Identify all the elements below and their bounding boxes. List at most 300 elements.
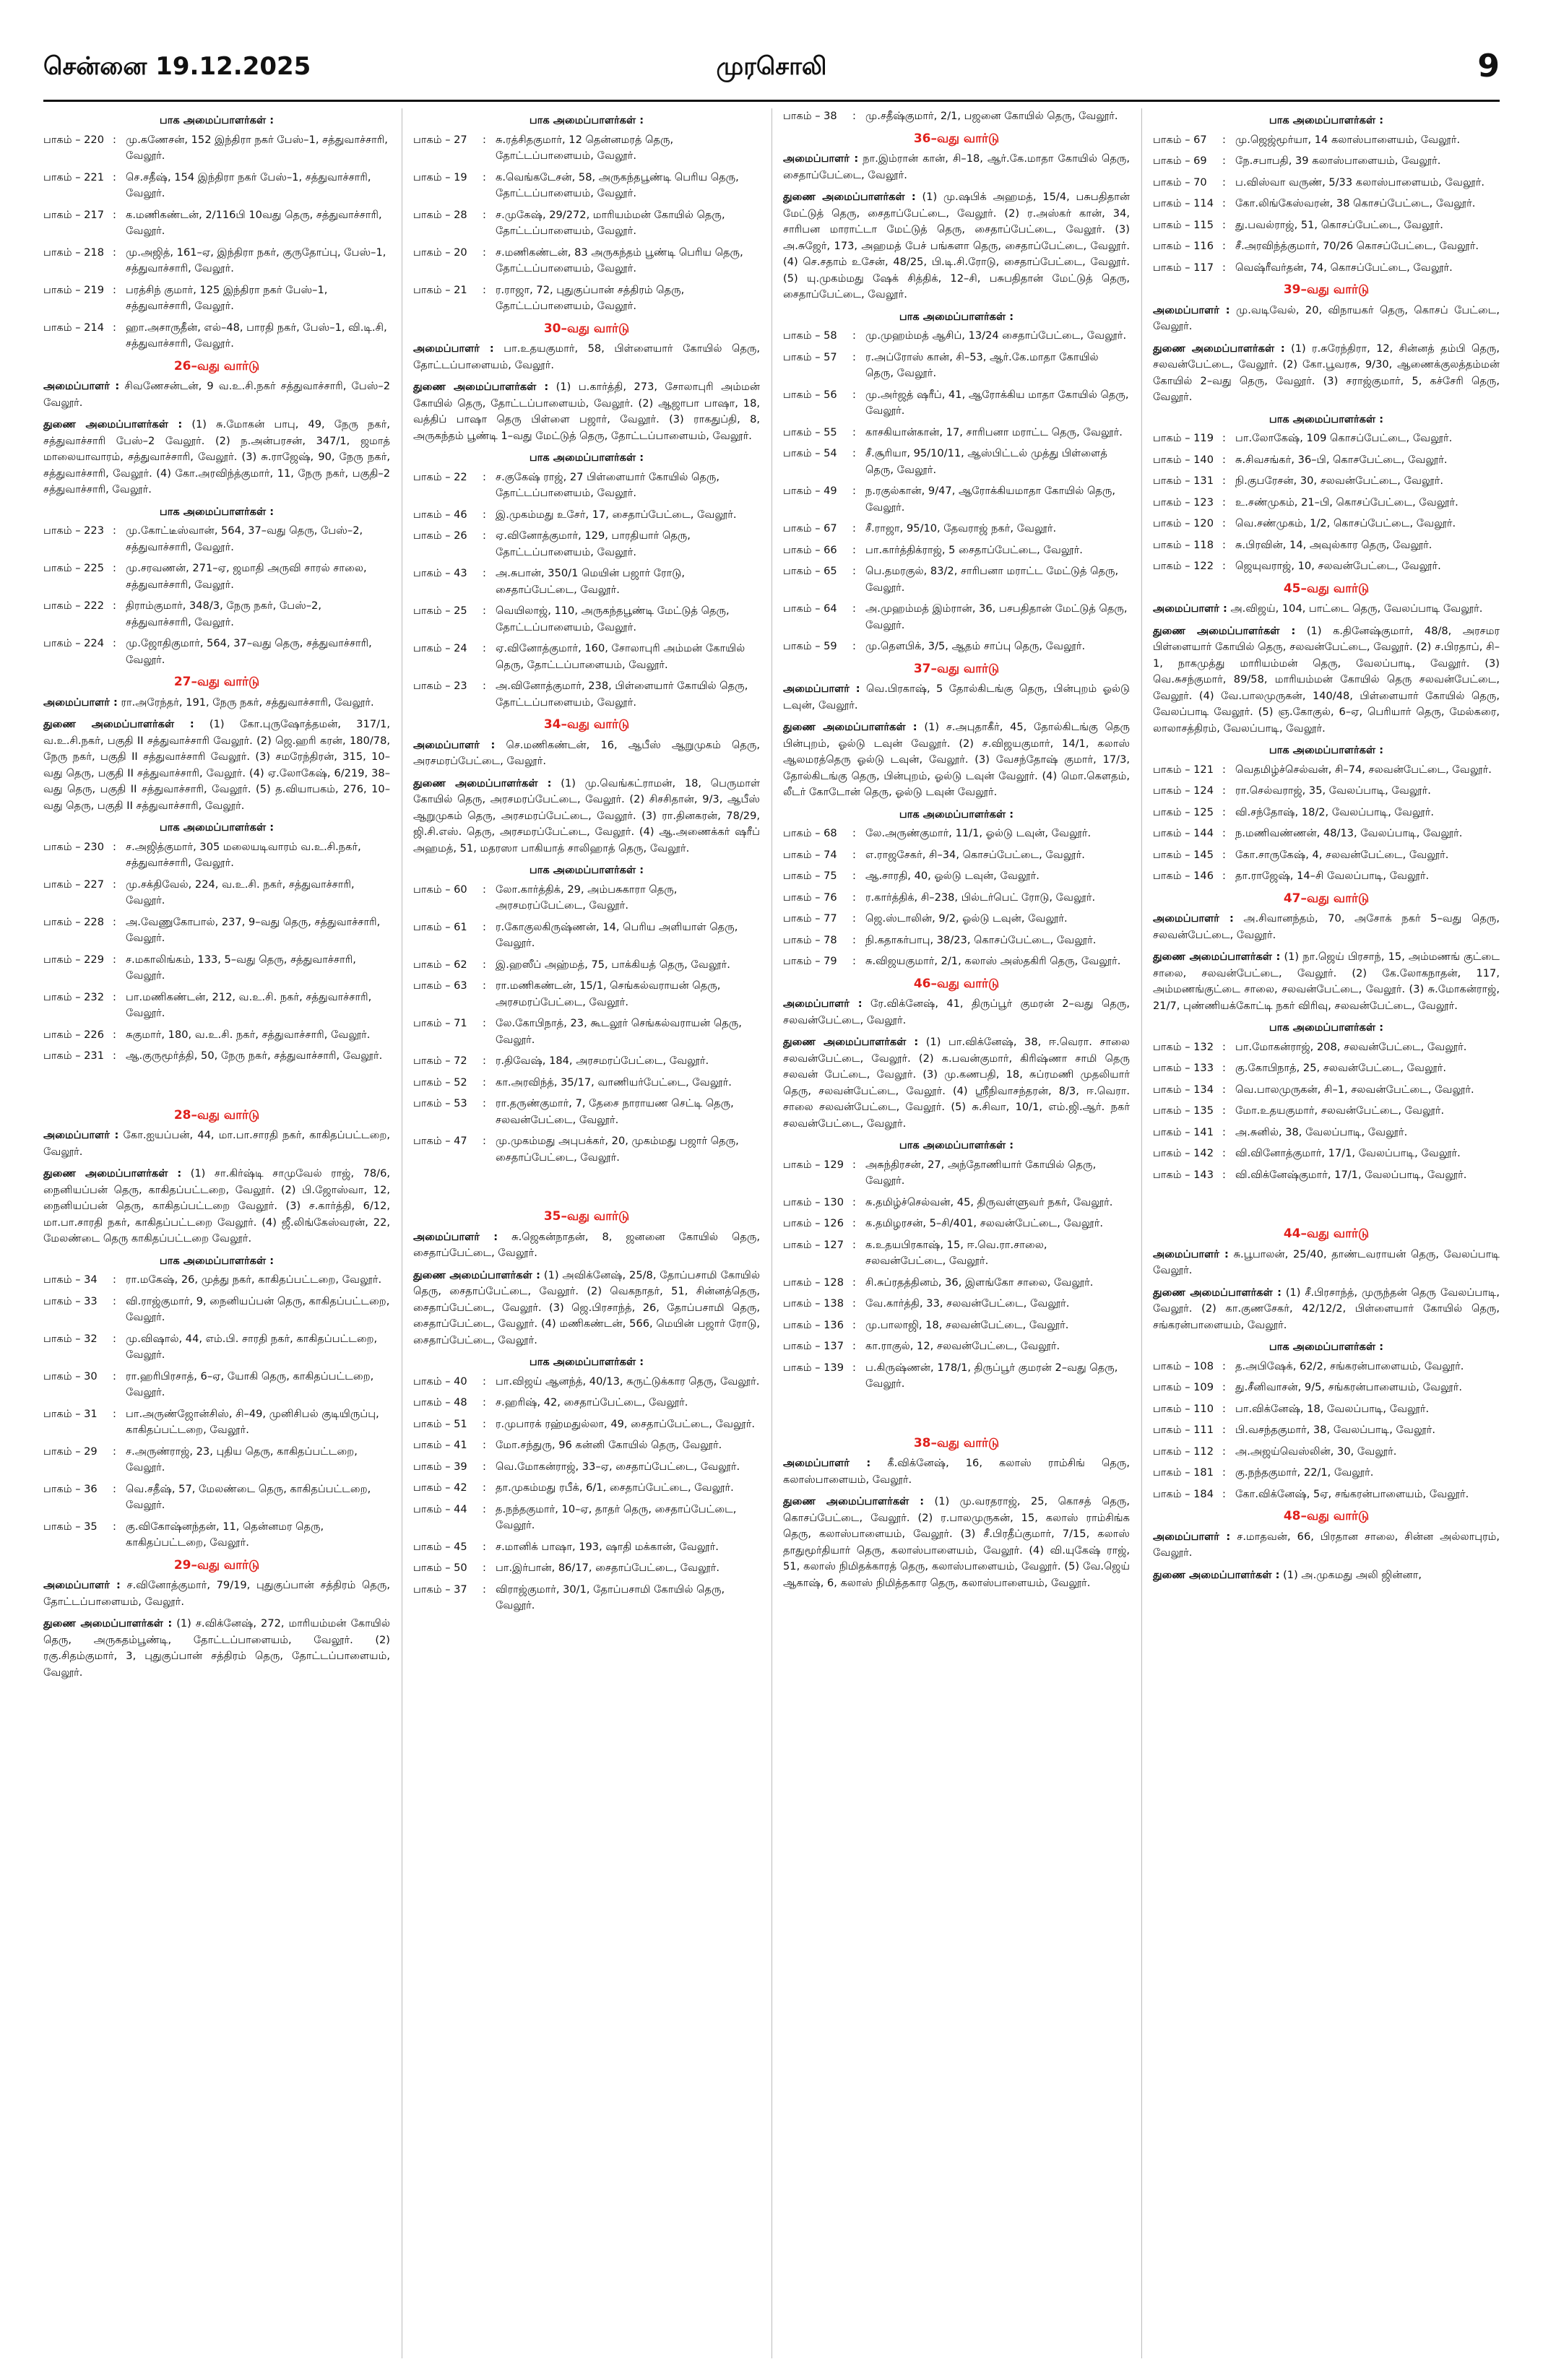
booth-organizer-details: வெ.சண்முகம், 1/2, கொசப்பேட்டை, வேலூர். — [1235, 517, 1456, 529]
booth-entry — [1153, 495, 1500, 511]
separator-colon: : — [1222, 1125, 1226, 1138]
section-subheading: பாக அமைப்பாளர்கள் : — [529, 451, 644, 464]
booth-organizer-details: பா.இர்பான், 86/17, சைதாப்பேட்டை, வேலூர். — [496, 1562, 720, 1574]
booth-organizer-details: ச.மானிக் பாஷா, 193, ஷாதி மக்கான், வேலூர். — [496, 1540, 719, 1553]
spacer — [43, 1070, 390, 1102]
booth-entry — [1153, 805, 1500, 821]
separator-colon: : — [113, 562, 116, 574]
booth-organizer-details: மு.சரவணன், 271–ஏ, ஜமாதி அருவி சாரல் சாலை, சத்துவாச்சாரி, வேலூர். — [126, 562, 367, 591]
booth-entry — [1153, 217, 1500, 234]
booth-number: பாகம் – 181 — [1153, 1466, 1214, 1479]
deputy-label: துணை அமைப்பாளர்கள் : — [413, 381, 549, 393]
separator-colon: : — [1222, 805, 1226, 818]
deputy-text: (1) க.தினேஷ்குமார், 48/8, அரசமர பிள்ளையார் கோயில் தெரு, சலவன்பேட்டை, வேலூர். (2) ச.பிரதாப், சி–1, நாகமுத்து மாரியம்மன் தெரு, வேலப்பாடி, வேலூர். (3) வெ.சுசந்குமார், 89/58, மாரியம்மன் கோயில் தெரு சலவன்பேட்டை, வேலூர். (4) வே.பாலமுருகன், 140/48, பிள்ளையார் கோயில் தெரு, வேலப்பாடி வேலூர். (5) ஞ.கோகுல், 6–ஏ, பெரியார் தெரு, மேல்கரை, லாலாசத்திரம், வேலப்பாடி, வேலூர். — [1153, 624, 1500, 735]
booth-entry — [1153, 1359, 1500, 1375]
booth-entry — [413, 641, 760, 673]
booth-entry — [413, 957, 760, 974]
column-2 — [413, 108, 760, 2358]
booth-organizer-details: அசுந்திரசன், 27, அந்தோணியார் கோயில் தெரு, வேலூர். — [865, 1158, 1097, 1187]
booth-organizer-details: த.அபிஷேக், 62/2, சங்கரன்பாளையம், வேலூர். — [1235, 1359, 1464, 1372]
organizer-para — [1153, 1529, 1500, 1562]
deputy-text: (1) பா.விக்னேஷ், 38, ஈ.வெரா. சாலை சலவன்பேட்டை, வேலூர். (2) க.பவன்குமார், கிரிஷ்ணா சாமி தெரு சலவன் பேட்டை, வேலூர். (3) மு.கணபதி, 18, சுப்ரமணி முதலியார் தெரு, சலவன்பேட்டை, வேலூர். (4) ஸ்ரீநிவாசந்தரன், 8/3, ஈ.வெரா. சாலை சலவன்பேட்டை, வேலூர். (5) சு.சிவா, 10/1, எம்.ஜி.ஆர். நகர் சலவன்பேட்டை, வேலூர். — [783, 1036, 1130, 1130]
deputy-label: துணை அமைப்பாளர்கள் : — [783, 721, 917, 733]
organizer-para — [783, 151, 1130, 183]
separator-colon: : — [113, 637, 116, 649]
booth-entry — [413, 1560, 760, 1577]
separator-colon: : — [852, 1195, 856, 1208]
booth-organizer-details: ர.முபாரக் ரஹ்மதுல்லா, 49, சைதாப்பேட்டை, வேலூர். — [496, 1417, 756, 1430]
booth-organizer-details: து.சீனிவாசன், 9/5, சங்கரன்பாளையம், வேலூர். — [1235, 1381, 1463, 1393]
separator-colon: : — [1222, 496, 1226, 509]
booth-organizer-details: ச.மணிகண்டன், 83 அருகந்தம் பூண்டி பெரிய தெரு, தோட்டப்பாளையம், வேலூர். — [496, 246, 743, 274]
separator-colon: : — [483, 1417, 486, 1430]
separator-colon: : — [483, 920, 486, 933]
booth-organizer-details: லே.அருண்குமார், 11/1, ஓல்டு டவுன், வேலூர். — [865, 827, 1092, 839]
booth-number: பாகம் – 62 — [413, 958, 467, 971]
deputy-organizers-para — [1153, 949, 1500, 1014]
booth-organizer-details: சு.சிவசங்கர், 36–பி, கொசபேட்டை, வேலூர். — [1235, 453, 1448, 466]
booth-entry — [413, 1539, 760, 1556]
booth-number: பாகம் – 117 — [1153, 261, 1214, 274]
separator-colon: : — [1222, 155, 1226, 167]
booth-organizer-details: ஜெ.ஸ்டாலின், 9/2, ஓல்டு டவுன், வேலூர். — [865, 912, 1068, 925]
separator-colon: : — [852, 1238, 856, 1251]
booth-entry — [1153, 1380, 1500, 1396]
organizer-label: அமைப்பாளர் : — [783, 1457, 871, 1469]
organizer-text: பா.உதயகுமார், 58, பிள்ளையார் கோயில் தெரு, தோட்டப்பாளையம், வேலூர். — [413, 342, 760, 371]
ward-heading: 27–வது வார்டு — [173, 675, 260, 689]
booth-organizer-details: வி.வினோத்குமார், 17/1, வேலப்பாடி, வேலூர். — [1235, 1147, 1461, 1159]
booth-organizer-details: மு.சதீஷ்குமார், 2/1, பஜனை கோயில் தெரு, வேலூர். — [865, 110, 1118, 122]
booth-number: பாகம் – 38 — [783, 110, 837, 122]
deputy-text: (1) ச.அபுதாகீர், 45, தோல்கிடங்கு தெரு பின்புறம், ஓல்டு டவுன் வேலூர். (2) ச.விஜயகுமார், 14/1, கலாஸ் ஆலமரத்தெரு ஓல்டு டவுன், வேலூர். (3) வேசந்தோஷ் குமார், 17/3, தோல்கிடங்கு தெரு, பின்புறம், ஓல்டு டவுன் வேலூர். (4) மொ.கௌதம், லீடர் கோடோன் தெரு, ஓல்டு டவுன் வேலூர். — [783, 721, 1130, 798]
separator-colon: : — [113, 953, 116, 966]
booth-entry — [43, 1369, 390, 1401]
booth-organizer-details: ர.அப்ரோஸ் கான், சி–53, ஆர்.கே.மாதா கோயில் தெரு, வேலூர். — [865, 350, 1099, 379]
booth-number: பாகம் – 119 — [1153, 432, 1214, 444]
organizer-text: ச.வினோத்குமார், 79/19, புதுகுப்பான் சத்திரம் தெரு, தோட்டப்பாளையம், வேலூர். — [43, 1579, 390, 1608]
booth-entry — [783, 1360, 1130, 1393]
booth-entry — [43, 1406, 390, 1439]
booth-organizer-details: அ.வினோத்குமார், 238, பிள்ளையார் கோயில் தெரு, தோட்டப்பாளையம், வேலூர். — [496, 680, 748, 709]
separator-colon: : — [1222, 1402, 1226, 1415]
booth-organizer-details: அ.வேணுகோபால், 237, 9–வது தெரு, சத்துவாச்சாரி, வேலூர். — [126, 915, 381, 944]
booth-number: பாகம் – 125 — [1153, 805, 1214, 818]
separator-colon: : — [852, 1361, 856, 1374]
separator-colon: : — [483, 605, 486, 617]
deputy-label: துணை அமைப்பாளர்கள் : — [413, 776, 552, 789]
booth-number: பாகம் – 26 — [413, 529, 467, 542]
separator-colon: : — [852, 912, 856, 925]
booth-number: பாகம் – 30 — [43, 1369, 98, 1382]
booth-number: பாகம் – 79 — [783, 955, 837, 967]
booth-organizer-details: கோ.விக்னேஷ், 5ஏ, சங்கரன்பாளையம், வேலூர். — [1235, 1487, 1469, 1500]
section-subheading: பாக அமைப்பாளர்கள் : — [1268, 114, 1384, 126]
booth-entry — [413, 1016, 760, 1048]
deputy-organizers-para — [43, 717, 390, 814]
booth-number: பாகம் – 55 — [783, 425, 837, 438]
deputy-text: (1) ச.விக்னேஷ், 272, மாரியம்மன் கோயில் தெரு, அருகதம்பூண்டி, தோட்டப்பாளையம், வேலூர். (2) ரகு.சிதம்குமார், 3, புதுகுப்பான் சத்திரம் தெரு, தோட்டப்பாளையம், வேலூர். — [43, 1617, 390, 1679]
separator-colon: : — [852, 350, 856, 363]
booth-list — [783, 328, 1130, 655]
ward-heading: 29–வது வார்டு — [173, 1557, 260, 1572]
deputy-organizers-para — [43, 1166, 390, 1247]
separator-colon: : — [852, 1217, 856, 1229]
separator-colon: : — [483, 1396, 486, 1408]
separator-colon: : — [852, 522, 856, 535]
booth-organizer-details: ர.கார்த்திக், சி–238, பில்டர்பெட் ரோடு, வேலூர். — [865, 891, 1096, 904]
booth-number: பாகம் – 145 — [1153, 848, 1214, 861]
booth-number: பாகம் – 140 — [1153, 453, 1214, 466]
booth-number: பாகம் – 232 — [43, 990, 104, 1003]
booth-organizer-details: அ.முஹம்மத் இம்ரான், 36, பசபதிதான் மேட்டுத் தெரு, வேலூர். — [865, 602, 1128, 631]
separator-colon: : — [483, 883, 486, 896]
booth-organizer-details: ஜெயுவராஜ், 10, சலவன்பேட்டை, வேலூர். — [1235, 560, 1441, 572]
separator-colon: : — [483, 170, 486, 183]
booth-number: பாகம் – 123 — [1153, 496, 1214, 509]
separator-colon: : — [1222, 870, 1226, 882]
booth-number: பாகம் – 56 — [783, 388, 837, 401]
booth-organizer-details: மு.ஜோதிகுமார், 564, 37–வது தெரு, சத்துவாச்சாரி, வேலூர். — [126, 637, 372, 666]
booth-organizer-details: வெஷ்ரீவர்தன், 74, கொசப்பேட்டை, வேலூர். — [1235, 261, 1453, 274]
booth-entry — [43, 170, 390, 202]
booth-number: பாகம் – 229 — [43, 953, 104, 966]
booth-entry — [783, 1317, 1130, 1334]
booth-entry — [783, 868, 1130, 885]
booth-entry — [1153, 516, 1500, 532]
booth-entry — [43, 952, 390, 985]
organizer-text: அ.விஜய், 104, பாட்டை தெரு, வேலப்பாடி வேலூர். — [1230, 602, 1483, 615]
separator-colon: : — [1222, 763, 1226, 776]
separator-colon: : — [1222, 1424, 1226, 1436]
deputy-label: துணை அமைப்பாளர்கள் : — [783, 1036, 919, 1048]
booth-number: பாகம் – 45 — [413, 1540, 467, 1553]
booth-number: பாகம் – 20 — [413, 246, 467, 259]
separator-colon: : — [1222, 197, 1226, 209]
booth-organizer-details: கோ.சாருகேஷ், 4, சலவன்பேட்டை, வேலூர். — [1235, 848, 1449, 861]
organizer-para — [1153, 1247, 1500, 1279]
booth-number: பாகம் – 77 — [783, 912, 837, 925]
booth-list — [43, 839, 390, 1065]
booth-entry — [43, 1048, 390, 1065]
booth-organizer-details: பா.விக்னேஷ், 18, வேலப்பாடி, வேலூர். — [1235, 1402, 1430, 1415]
booth-entry — [1153, 1125, 1500, 1141]
booth-organizer-details: பி.வசந்தகுமார், 38, வேலப்பாடி, வேலூர். — [1235, 1424, 1435, 1436]
booth-entry — [413, 528, 760, 561]
separator-colon: : — [483, 1439, 486, 1451]
booth-entry — [43, 320, 390, 352]
booth-organizer-details: பா.கார்த்திக்ராஜ், 5 சைதாப்பேட்டை, வேலூர். — [865, 543, 1083, 556]
booth-entry — [783, 1195, 1130, 1211]
separator-colon: : — [1222, 848, 1226, 861]
organizer-label: அமைப்பாளர் : — [1153, 912, 1234, 925]
organizer-label: அமைப்பாளர் : — [43, 1129, 119, 1141]
booth-entry — [1153, 1422, 1500, 1439]
booth-number: பாகம் – 49 — [783, 485, 837, 497]
section-subheading: பாக அமைப்பாளர்கள் : — [159, 505, 275, 518]
booth-number: பாகம் – 21 — [413, 283, 467, 296]
booth-number: பாகம் – 54 — [783, 447, 837, 459]
booth-organizer-details: ப.விஸ்வா வருண், 5/33 கலாஸ்பாளையம், வேலூர். — [1235, 176, 1484, 189]
booth-entry — [783, 932, 1130, 949]
booth-entry — [1153, 260, 1500, 277]
booth-entry — [783, 542, 1130, 559]
deputy-text: (1) சு.மோகன் பாபு, 49, நேரு நகர், சத்துவாச்சாரி பேஸ்–2 வேலூர். (2) ந.அன்பரசன், 347/1, ஜமாத் மாலையாவாரம், சத்துவாச்சாரி, வேலூர். (3) சு.ராஜேஷ், 90, நேரு நகர், சத்துவாச்சாரி, வேலூர். (4) கோ.அரவிந்த்குமார், 11, நேரு நகர், பகுதி–2 சத்துவாச்சாரி, வேலூர். — [43, 418, 390, 496]
separator-colon: : — [483, 283, 486, 296]
deputy-text: (1) மு.ஷபிக் அஹமத், 15/4, பசுபதிதான் மேட்டுத் தெரு, சைதாப்பேட்டை, வேலூர். (2) ர.அஸ்கர் கான், 34, சாரிபன மாராட்டா மேட்டுத் தெரு, சைதாப்பேட்டை, வேலூர். (3) அ.சுஜேர், 173, அஹமத் பேச் பங்களா தெரு, சைதாப்பேட்டை, வேலூர். (4) செ.சதாம் உசேன், 48/25, பி.டி.சி.ரோடு, சைதாப்பேட்டை, வேலூர். (5) யு.முகம்மது ஷேக் சித்திக், 12–சி, பசுபதிதான் மேட்டுத் தெரு, சைதாப்பேட்டை, வேலூர். — [783, 191, 1130, 300]
separator-colon: : — [483, 1055, 486, 1067]
separator-colon: : — [483, 208, 486, 221]
booth-number: பாகம் – 137 — [783, 1340, 844, 1352]
booth-organizer-details: ந.ரகுல்கான், 9/47, ஆரோக்கியமாதா கோயில் தெரு, வேலூர். — [865, 485, 1115, 514]
booth-number: பாகம் – 35 — [43, 1520, 98, 1533]
booth-organizer-details: இ.முகம்மது உசேர், 17, சைதாப்பேட்டை, வேலூர். — [496, 508, 737, 521]
booth-organizer-details: ஏ.வினோத்குமார், 160, சோலாபுரி அம்மன் கோயில் தெரு, தோட்டப்பாளையம், வேலூர். — [496, 642, 745, 671]
booth-number: பாகம் – 58 — [783, 329, 837, 342]
deputy-organizers-para — [783, 719, 1130, 801]
separator-colon: : — [1222, 1062, 1226, 1074]
separator-colon: : — [1222, 133, 1226, 146]
separator-colon: : — [113, 283, 116, 296]
booth-entry — [43, 914, 390, 947]
deputy-label: துணை அமைப்பாளர்கள் : — [783, 1495, 925, 1507]
booth-entry — [43, 1519, 390, 1552]
booth-organizer-details: அ.சுனில், 38, வேலப்பாடி, வேலூர். — [1235, 1125, 1408, 1138]
booth-organizer-details: ர.ராஜா, 72, புதுகுப்பான் சத்திரம் தெரு, தோட்டப்பாளையம், வேலூர். — [496, 283, 685, 312]
separator-colon: : — [852, 1158, 856, 1171]
booth-number: பாகம் – 116 — [1153, 240, 1214, 252]
booth-number: பாகம் – 50 — [413, 1562, 467, 1574]
booth-number: பாகம் – 76 — [783, 891, 837, 904]
separator-colon: : — [1222, 240, 1226, 252]
booth-organizer-details: மு.தௌபிக், 3/5, ஆதம் சாப்பு தெரு, வேலூர். — [865, 640, 1086, 652]
booth-organizer-details: வெதமிழ்ச்செல்வன், சி–74, சலவன்பேட்டை, வேலூர். — [1235, 763, 1492, 776]
organizer-text: ச.மாதவன், 66, பிரதான சாலை, சின்ன அல்லாபுரம், வேலூர். — [1153, 1530, 1500, 1559]
booth-number: பாகம் – 231 — [43, 1050, 104, 1062]
booth-organizer-details: கோ.லிங்கேஸ்வரன், 38 கொசப்பேட்டை, வேலூர். — [1235, 197, 1476, 209]
booth-entry — [413, 1096, 760, 1128]
booth-entry — [43, 1481, 390, 1514]
organizer-label: அமைப்பாளர் : — [783, 998, 863, 1010]
separator-colon: : — [113, 208, 116, 221]
booth-organizer-details: ச.முகேஷ், 29/272, மாரியம்மன் கோயில் தெரு, தோட்டப்பாளையம், வேலூர். — [496, 208, 725, 237]
separator-colon: : — [1222, 560, 1226, 572]
separator-colon: : — [1222, 517, 1226, 529]
deputy-label: துணை அமைப்பாளர்கள் : — [43, 718, 194, 730]
booth-number: பாகம் – 60 — [413, 883, 467, 896]
deputy-organizers-para — [413, 1268, 760, 1349]
booth-list — [783, 1157, 1130, 1393]
booth-organizer-details: மு.கணேசன், 152 இந்திரா நகர் பேஸ்–1, சத்துவாச்சாரி, வேலூர். — [126, 133, 388, 162]
booth-entry — [783, 826, 1130, 842]
booth-entry — [413, 1480, 760, 1497]
column-1 — [43, 108, 390, 2358]
booth-organizer-details: அ.அஜய்வெஸ்லின், 30, வேலூர். — [1235, 1445, 1397, 1458]
organizer-para — [413, 737, 760, 770]
deputy-text: (1) சா.கிர்ஷ்டி சாமுவேல் ராஜ், 78/6, நைனியப்பன் தெரு, காகிதப்பட்டறை, வேலூர். (2) பி.ஜோஸ்வா, 12, நைனியப்பன் தெரு, காகிதப்பட்டறை வேலூர். (3) ச.கார்த்தி, 6/12, மா.பா.சாரதி நகர், காகிதப்பட்டறை வேலூர். (4) ஜீ.லிங்கேஸ்வரன், 22, மேலண்டை தெரு காகிதப்பட்டறை வேலூர். — [43, 1167, 390, 1245]
booth-entry — [783, 108, 1130, 125]
booth-entry — [1153, 1167, 1500, 1184]
booth-number: பாகம் – 65 — [783, 565, 837, 577]
separator-colon: : — [852, 447, 856, 459]
separator-colon: : — [483, 133, 486, 146]
booth-entry — [1153, 153, 1500, 170]
booth-entry — [783, 1237, 1130, 1270]
booth-entry — [783, 521, 1130, 537]
booth-number: பாகம் – 71 — [413, 1017, 467, 1029]
booth-entry — [1153, 762, 1500, 779]
deputy-label: துணை அமைப்பாளர்கள் : — [1153, 1286, 1281, 1299]
booth-organizer-details: சு.தமிழ்ச்செல்வன், 45, திருவள்ளுவர் நகர், வேலூர். — [865, 1195, 1113, 1208]
booth-entry — [1153, 1082, 1500, 1099]
booth-organizer-details: மு.அர்ஜத் ஷரீப், 41, ஆரோக்கிய மாதா கோயில் தெரு, வேலூர். — [865, 388, 1129, 417]
booth-number: பாகம் – 221 — [43, 170, 104, 183]
booth-entry — [413, 1374, 760, 1390]
separator-colon: : — [1222, 453, 1226, 466]
ward-heading: 45–வது வார்டு — [1283, 581, 1370, 596]
booth-entry — [783, 890, 1130, 906]
section-subheading: பாக அமைப்பாளர்கள் : — [899, 1139, 1014, 1151]
booth-organizer-details: எ.ராஜசேகர், சி–34, கொசப்பேட்டை, வேலூர். — [865, 848, 1085, 861]
separator-colon: : — [1222, 218, 1226, 231]
separator-colon: : — [1222, 784, 1226, 797]
booth-organizer-details: பா.அருண்ஜோன்சிஸ், சி–49, முனிசிபல் குடியிருப்பு, காகிதப்பட்டறை, வேலூர். — [126, 1407, 379, 1436]
organizer-para — [1153, 303, 1500, 335]
booth-number: பாகம் – 29 — [43, 1445, 98, 1458]
organizer-para — [783, 1455, 1130, 1488]
section-subheading: பாக அமைப்பாளர்கள் : — [1268, 1341, 1384, 1353]
booth-number: பாகம் – 110 — [1153, 1402, 1214, 1415]
booth-number: பாகம் – 27 — [413, 133, 467, 146]
booth-entry — [1153, 783, 1500, 800]
deputy-organizers-para — [783, 189, 1130, 303]
booth-entry — [1153, 826, 1500, 842]
booth-number: பாகம் – 32 — [43, 1332, 98, 1345]
booth-number: பாகம் – 124 — [1153, 784, 1214, 797]
booth-number: பாகம் – 230 — [43, 840, 104, 853]
section-subheading: பாக அமைப்பாளர்கள் : — [159, 821, 275, 834]
booth-entry — [1153, 132, 1500, 149]
booth-entry — [413, 566, 760, 598]
spacer — [1153, 1188, 1500, 1220]
separator-colon: : — [483, 1097, 486, 1109]
section-subheading: பாக அமைப்பாளர்கள் : — [899, 310, 1014, 323]
booth-organizer-details: மு.கோட்டீஸ்வான், 564, 37–வது தெரு, பேஸ்–2, சத்துவாச்சாரி, வேலூர். — [126, 524, 363, 553]
section-subheading: பாக அமைப்பாளர்கள் : — [159, 114, 275, 126]
deputy-text: (1) ப.கார்த்தி, 273, சோலாபுரி அம்மன் கோயில் தெரு, தோட்டப்பாளையம், வேலூர். (2) ஆஜாபா பாஷா, 18, வத்திப் பாஷா தெரு பிள்ளை பஜார், வேலூர். (3) ராகதுப்தி, 8, அருகந்தம் பூண்டி 1–வது மேட்டுத் தெரு, தோட்டப்பாளையம், வேலூர். — [413, 381, 760, 442]
organizer-para — [1153, 911, 1500, 943]
organizer-text: சு.ஜெகன்நாதன், 8, ஜனனை கோயில் தெரு, சைதாப்பேட்டை, வேலூர். — [413, 1230, 760, 1259]
booth-entry — [1153, 1060, 1500, 1077]
section-subheading: பாக அமைப்பாளர்கள் : — [899, 808, 1014, 821]
booth-number: பாகம் – 111 — [1153, 1424, 1214, 1436]
booth-organizer-details: சு.ரத்சிதகுமார், 12 தென்னமரத் தெரு, தோட்டப்பாளையம், வேலூர். — [496, 133, 674, 162]
column-3 — [783, 108, 1130, 2358]
booth-entry — [783, 350, 1130, 382]
section-subheading: பாக அமைப்பாளர்கள் : — [1268, 1021, 1384, 1034]
booth-number: பாகம் – 126 — [783, 1217, 844, 1229]
section-subheading: பாக அமைப்பாளர்கள் : — [159, 1254, 275, 1267]
booth-entry — [413, 1582, 760, 1614]
booth-entry — [43, 839, 390, 872]
booth-number: பாகம் – 118 — [1153, 538, 1214, 551]
separator-colon: : — [113, 1294, 116, 1307]
booth-number: பாகம் – 218 — [43, 246, 104, 259]
booth-organizer-details: நி.கதாகர்பாபு, 38/23, கொசப்பேட்டை, வேலூர். — [865, 933, 1097, 946]
booth-entry — [783, 483, 1130, 516]
booth-entry — [1153, 1146, 1500, 1162]
booth-number: பாகம் – 67 — [1153, 133, 1207, 146]
separator-colon: : — [852, 848, 856, 861]
booth-organizer-details: தா.ராஜேஷ், 14–சி வேலப்பாடி, வேலூர். — [1235, 870, 1430, 882]
booth-number: பாகம் – 61 — [413, 920, 467, 933]
booth-entry — [43, 561, 390, 593]
booth-number: பாகம் – 74 — [783, 848, 837, 861]
organizer-text: சு.பூபாலன், 25/40, தாண்டவராயன் தெரு, வேலப்பாடி வேலூர். — [1153, 1247, 1500, 1276]
deputy-organizers-para — [43, 417, 390, 498]
organizer-label: அமைப்பாளர் : — [783, 683, 860, 695]
booth-organizer-details: வெ.மோகன்ராஜ், 33–ஏ, சைதாப்பேட்டை, வேலூர். — [496, 1460, 740, 1473]
deputy-label: துணை அமைப்பாளர்கள் : — [43, 1617, 173, 1630]
deputy-label: துணை அமைப்பாளர்கள் : — [1153, 624, 1296, 637]
deputy-organizers-para — [43, 1616, 390, 1681]
deputy-text: (1) கோ.புருஷோத்தமன், 317/1, வ.உ.சி.நகர், பகுதி II சத்துவாச்சாரி வேலூர். (2) ஜெ.ஹரி கரன், 180/78, நேரு நகர், பகுதி II சத்துவாச்சாரி வேலூர். (3) சமரேந்திரன், 315, 10–வது தெரு, பகுதி II சத்துவாச்சாரி, வேலூர். (4) ஏ.லோகேஷ், 6/219, 38–வது தெரு, பகுதி II சத்துவாச்சாரி, வேலூர். (5) த.வியாபகம், 276, 10–வது தெரு, பகுதி II சத்துவாச்சாரி, வேலூர். — [43, 718, 390, 812]
separator-colon: : — [1222, 1104, 1226, 1117]
separator-colon: : — [483, 470, 486, 483]
separator-colon: : — [113, 1445, 116, 1458]
booth-organizer-details: வெ.பாலமுருகன், சி–1, சலவன்பேட்டை, வேலூர். — [1235, 1083, 1474, 1096]
booth-entry — [783, 911, 1130, 927]
booth-organizer-details: கா.அரவிந்த், 35/17, வாணியர்பேட்டை, வேலூர். — [496, 1076, 732, 1089]
separator-colon: : — [483, 1076, 486, 1089]
booth-organizer-details: த.நந்தகுமார், 10–ஏ, தாதர் தெரு, சைதாப்பேட்டை, வேலூர். — [496, 1502, 737, 1531]
booth-number: பாகம் – 131 — [1153, 475, 1214, 487]
deputy-label: துணை அமைப்பாளர்கள் : — [1153, 342, 1285, 355]
section-subheading: பாக அமைப்பாளர்கள் : — [529, 864, 644, 876]
booth-organizer-details: ஆ.குருமூர்த்தி, 50, நேரு நகர், சத்துவாச்சாரி, வேலூர். — [126, 1050, 383, 1062]
booth-organizer-details: ஆ.சாரதி, 40, ஓல்டு டவுன், வேலூர். — [865, 870, 1040, 882]
organizer-text: கோ.ஐயப்பன், 44, மா.பா.சாரதி நகர், காகிதப்பட்டறை, வேலூர். — [43, 1129, 390, 1158]
booth-number: பாகம் – 24 — [413, 642, 467, 654]
deputy-organizers-para — [783, 1494, 1130, 1591]
separator-colon: : — [113, 878, 116, 891]
separator-colon: : — [483, 680, 486, 692]
separator-colon: : — [483, 1017, 486, 1029]
booth-list — [1153, 1359, 1500, 1503]
booth-entry — [1153, 238, 1500, 255]
deputy-organizers-para — [413, 379, 760, 444]
booth-organizer-details: வி.சந்தோஷ், 18/2, வேலப்பாடி, வேலூர். — [1235, 805, 1434, 818]
separator-colon: : — [852, 1340, 856, 1352]
separator-colon: : — [113, 1273, 116, 1286]
booth-number: பாகம் – 109 — [1153, 1381, 1214, 1393]
booth-number: பாகம் – 53 — [413, 1097, 467, 1109]
separator-colon: : — [1222, 1381, 1226, 1393]
organizer-label: அமைப்பாளர் : — [413, 738, 496, 751]
deputy-organizers-para — [783, 1034, 1130, 1132]
booth-number: பாகம் – 39 — [413, 1460, 467, 1473]
booth-number: பாகம் – 36 — [43, 1482, 98, 1495]
booth-organizer-details: சுகுமார், 180, வ.உ.சி. நகர், சத்துவாச்சாரி, வேலூர். — [126, 1028, 371, 1041]
separator-colon: : — [113, 133, 116, 146]
booth-organizer-details: அ.சுபான், 350/1 மெயின் பஜார் ரோடு, சைதாப்பேட்டை, வேலூர். — [496, 567, 685, 596]
booth-entry — [783, 446, 1130, 478]
booth-entry — [783, 563, 1130, 596]
booth-entry — [783, 1157, 1130, 1190]
booth-organizer-details: ச.குகேஷ் ராஜ், 27 பிள்ளையார் கோயில் தெரு, தோட்டப்பாளையம், வேலூர். — [496, 470, 720, 499]
booth-organizer-details: ரா.செல்வராஜ், 35, வேலப்பாடி, வேலூர். — [1235, 784, 1431, 797]
booth-number: பாகம் – 222 — [43, 600, 104, 612]
